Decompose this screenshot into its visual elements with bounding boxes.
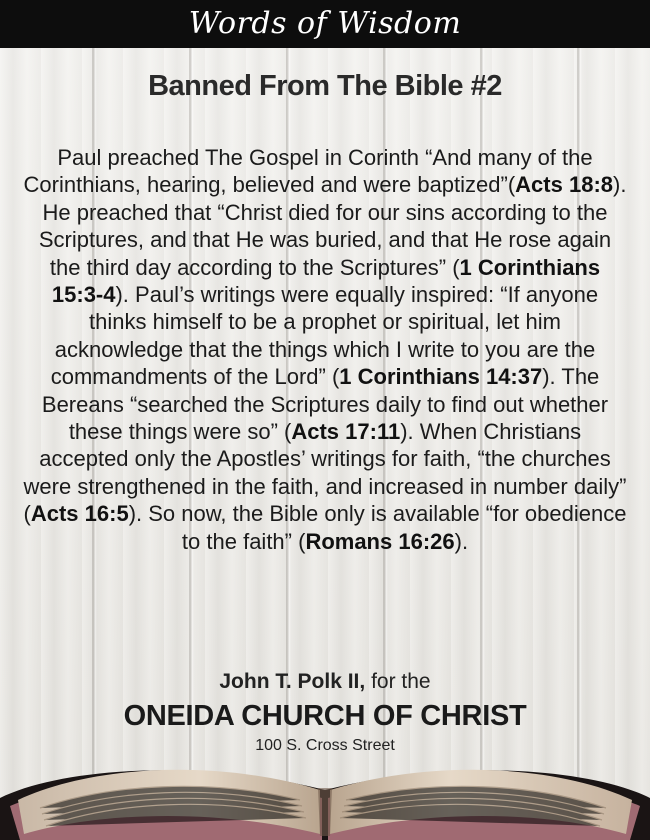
author-suffix: for the xyxy=(365,670,431,693)
body-text-segment: ). The Bereans “searched the Scriptures daily to find out whether these things were so” ( xyxy=(41,364,609,445)
scripture-reference: Acts 17:11 xyxy=(291,419,401,445)
scripture-reference: Acts 16:5 xyxy=(30,501,129,527)
article-body xyxy=(22,144,628,555)
body-text-segment: ). He preached that “Christ died for our sins according to the Scriptures, and that He was buried, and that He rose again the third day according to the Scriptures” ( xyxy=(38,172,627,280)
scripture-reference: Romans 16:26 xyxy=(305,528,455,554)
article-title: Banned From The Bible #2 xyxy=(148,70,502,102)
body-text-segment: Paul preached The Gospel in Corinth “And many of the Corinthians, hearing, believed and were baptized”( xyxy=(23,145,593,198)
body-text-segment: ). Paul’s writings were equally inspired: “If anyone thinks himself to be a prophet or spiritual, let him acknowledge that the things which I write to you are the commandments of the Lord” ( xyxy=(50,282,599,390)
church-name: ONEIDA CHURCH OF CHRIST xyxy=(123,700,527,732)
scripture-reference: 1 Corinthians 14:37 xyxy=(339,364,543,390)
author-line xyxy=(0,670,650,694)
body-text-segment: ). So now, the Bible only is available “for obedience to the faith” ( xyxy=(128,501,627,554)
author-name: John T. Polk II, xyxy=(219,670,366,693)
scripture-reference: 1 Corinthians 15:3-4 xyxy=(51,254,601,308)
scripture-reference: Acts 18:8 xyxy=(515,172,614,198)
body-text-segment: ). When Christians accepted only the Apostles’ writings for faith, “the churches were strengthened in the faith, and increased in number daily” ( xyxy=(23,419,627,527)
banner xyxy=(0,0,650,48)
body-text-segment: ). xyxy=(454,528,469,554)
banner-title: Words of Wisdom xyxy=(188,6,462,41)
church-address: 100 S. Cross Street xyxy=(255,737,395,754)
